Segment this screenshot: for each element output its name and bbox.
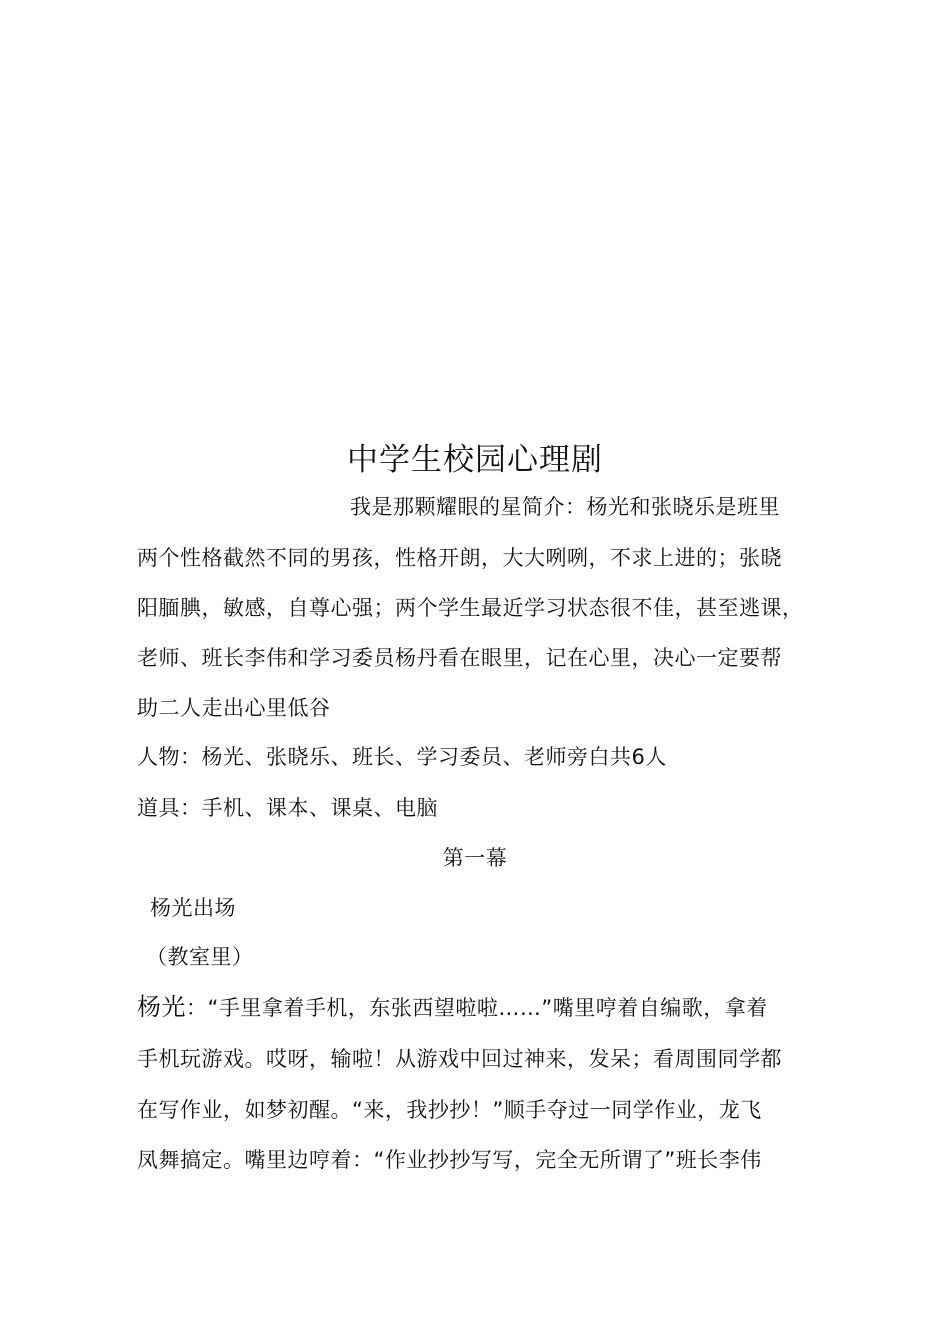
dialogue-text-1: ：“手里拿着手机，东张西望啦啦……”嘴里哼着自编歌，拿着 bbox=[186, 996, 768, 1020]
props-line: 道具：手机、课本、课桌、电脑 bbox=[137, 796, 438, 820]
intro-line-2: 两个性格截然不同的男孩，性格开朗，大大咧咧，不求上进的；张晓 bbox=[137, 546, 782, 570]
dialogue-line-1 bbox=[137, 994, 768, 1021]
dialogue-line-3: 在写作业，如梦初醒。“来，我抄抄！”顺手夺过一同学作业，龙飞 bbox=[137, 1098, 762, 1122]
intro-line-1: 我是那颗耀眼的星简介：杨光和张晓乐是班里 bbox=[350, 495, 780, 519]
characters-line: 人物：杨光、张晓乐、班长、学习委员、老师旁白共6人 bbox=[137, 745, 667, 769]
intro-line-4: 老师、班长李伟和学习委员杨丹看在眼里，记在心里，决心一定要帮 bbox=[137, 646, 782, 670]
dialogue-line-2: 手机玩游戏。哎呀，输啦！从游戏中回过神来，发呆；看周围同学都 bbox=[137, 1047, 782, 1071]
document-title: 中学生校园心理剧 bbox=[347, 442, 603, 478]
stage-direction-location: （教室里） bbox=[146, 945, 254, 969]
stage-direction-entrance: 杨光出场 bbox=[150, 896, 236, 920]
speaker-name: 杨光 bbox=[137, 993, 186, 1021]
dialogue-line-4: 凤舞搞定。嘴里边哼着：“作业抄抄写写，完全无所谓了”班长李伟 bbox=[137, 1148, 762, 1172]
intro-line-3: 阳腼腆，敏感，自尊心强；两个学生最近学习状态很不佳，甚至逃课， bbox=[137, 596, 804, 620]
intro-line-5: 助二人走出心里低谷 bbox=[137, 696, 331, 720]
act-heading: 第一幕 bbox=[442, 846, 508, 870]
